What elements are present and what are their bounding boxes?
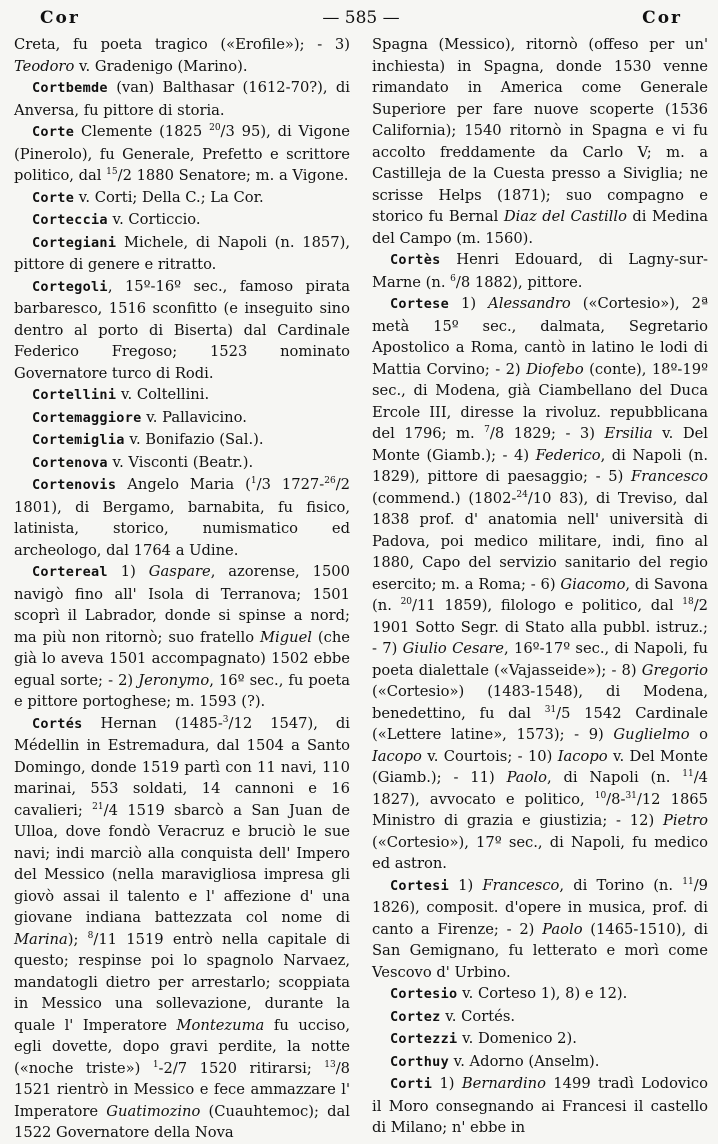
running-head-right: Cor — [642, 8, 682, 28]
entry-text: 1499 tradì Lodovico il Moro consegnando ai Francesi il castello di Milano; n' ebbe in — [372, 1075, 708, 1136]
page-number: — 585 — — [322, 8, 400, 28]
entry-text: , 15º-16º sec., famoso pirata barbaresco, 1516 sconfitto (e inseguito sino dentro al porto di Biserta) dal Cardinale Federico Fregoso; 1523 nominato Governatore turco di Rodi. — [14, 277, 350, 382]
italic-text: Ersilia — [604, 425, 653, 442]
date-superscript: 3 — [222, 714, 229, 725]
entry-text: , di Napoli (n. 1829), pittore di paesaggio; - 5) — [372, 446, 708, 485]
dictionary-entry — [372, 1051, 708, 1074]
italic-text: Teodoro — [14, 57, 75, 75]
entry-text: v. Pallavicino. — [141, 408, 247, 426]
date-superscript: 1 — [250, 476, 257, 486]
entry-text: /3 95), di Vigone (Pinerolo), fu Generale, Prefetto e scrittore politico, dal — [14, 123, 350, 184]
italic-text: Pietro — [662, 812, 708, 829]
entry-headword: Corteccia — [32, 212, 108, 228]
date-superscript: 1 — [152, 1059, 159, 1070]
entry-headword: Cortenovis — [32, 477, 117, 493]
dictionary-entry — [14, 429, 350, 452]
entry-text: Clemente (1825 — [74, 123, 210, 140]
entry-text: v. Del Monte (Giamb.); - 11) — [372, 747, 708, 786]
date-superscript: 26 — [324, 476, 336, 486]
entry-text: /8- — [606, 790, 626, 808]
entry-text: -2/7 1520 ritirarsi; — [158, 1059, 325, 1077]
date-superscript: 21 — [92, 801, 104, 812]
entry-text: di Medina del Campo (m. 1560). — [372, 208, 709, 247]
italic-text: Gregorio — [641, 661, 708, 679]
entry-headword: Corti — [390, 1076, 433, 1092]
entry-text: /12 1547), di Médellin in Estremadura, dal 1504 a Santo Domingo, donde 1519 partì con 11 navi, 110 marinai, 553 soldati, 14 cannoni e 16 cavalieri; — [14, 714, 350, 819]
date-superscript: 10 — [594, 790, 607, 801]
italic-text: Diaz del Castillo — [503, 208, 627, 225]
entry-headword: Cortese — [390, 296, 449, 312]
entry-text: v. Del Monte (Giamb.); - 4) — [372, 425, 708, 464]
italic-text: Marina — [14, 930, 68, 948]
dictionary-entry — [372, 875, 708, 984]
italic-text: Alessandro — [488, 295, 571, 312]
date-superscript: 8 — [87, 930, 94, 941]
dictionary-entry — [372, 293, 708, 875]
dictionary-entry — [14, 121, 350, 187]
entry-text: v. Domenico 2). — [457, 1030, 577, 1047]
entry-text: , azorense, 1500 navigò fino all' Isola di Terranova; 1501 scoprì il Labrador, donde si spinse a nord; ma più non ritornò; suo fratello — [14, 563, 350, 646]
entry-text: /9 1826), composit. d'opere in musica, prof. di canto a Firenze; - 2) — [372, 876, 708, 938]
italic-text: Diofebo — [526, 360, 584, 378]
entry-text: /2 1880 Senatore; m. a Vigone. — [117, 167, 349, 184]
entry-headword: Cortegiani — [32, 234, 117, 251]
dictionary-entry — [372, 1006, 708, 1029]
date-superscript: 24 — [516, 489, 528, 500]
entry-text: v. Adorno (Anselm). — [449, 1052, 600, 1070]
entry-text: v. Corteso 1), 8) e 12). — [457, 985, 628, 1002]
entry-text: Spagna (Messico), ritornò (offeso per un' inchiesta) in Spagna, donde 1530 venne rimandato in America come Generale Superiore per fare nuove scoperte (1536 California); 1540 ritornò in Spagna e vi fu accolto freddamente da Carlo V; m. a Castilleja de la Cuesta presso a Siviglia; ne scrisse Helps (1871); suo compagno e storico fu Bernal — [372, 36, 708, 225]
right-column — [372, 34, 708, 1144]
dictionary-entry — [14, 232, 350, 276]
entry-text: , di Torino (n. — [559, 876, 683, 894]
italic-text: Francesco — [631, 468, 708, 485]
entry-text: (commend.) (1802- — [372, 489, 517, 507]
entry-headword: Cortegoli — [32, 278, 108, 295]
entry-headword: Corte — [32, 189, 75, 206]
dictionary-entry — [14, 209, 350, 232]
italic-text: Guatimozino — [106, 1102, 201, 1120]
running-head-left: Cor — [40, 8, 80, 28]
entry-text: v. Bonifazio (Sal.). — [124, 431, 264, 448]
entry-text: Henri Edouard, di Lagny-sur-Marne (n. — [372, 251, 708, 291]
entry-text: 1) — [449, 295, 489, 312]
date-superscript: 11 — [682, 769, 694, 779]
italic-text: Paolo — [542, 920, 583, 938]
entry-text: («Cortesio»), 2ª metà 15º sec., dalmata, Segretario Apostolico a Roma, cantò in latino le lodi di Mattia Corvino; - 2) — [372, 295, 708, 378]
italic-text: Bernardino — [461, 1075, 546, 1092]
dictionary-entry — [14, 187, 350, 210]
italic-text: Montezuma — [176, 1016, 265, 1034]
entry-headword: Cortés — [32, 715, 83, 732]
entry-headword: Corthuy — [390, 1053, 449, 1070]
entry-text: /2 1901 Sotto Segr. di Stato alla pubbl. istruz.; - 7) — [372, 597, 708, 657]
entry-text: /10 83), di Treviso, dal 1838 prof. d' anatomia nell' università di Padova, poi medico militare, indi, fino al 1880, Capo del servizio sanitario del regio esercito; m. a Roma; - 6) — [372, 489, 708, 593]
entry-text: /4 1827), avvocato e politico, — [372, 769, 708, 808]
dictionary-entry — [372, 1073, 708, 1139]
entry-text: 1) — [449, 876, 483, 894]
date-superscript: 15 — [106, 167, 118, 177]
entry-text: 1) — [432, 1075, 462, 1092]
entry-text: /8 1882), pittore. — [455, 273, 583, 291]
entry-headword: Cortbemde — [32, 80, 108, 96]
entry-text: v. Coltellini. — [116, 386, 210, 403]
entry-text: Hernan (1485- — [82, 714, 223, 732]
entry-headword: Cortemaggiore — [32, 409, 142, 426]
date-superscript: 13 — [324, 1059, 336, 1070]
entry-text: /3 1727- — [256, 476, 325, 493]
dictionary-entry — [14, 384, 350, 407]
entry-text: (1465-1510), di San Gemignano, fu letterato e morì come Vescovo d' Urbino. — [372, 920, 708, 981]
entry-text: , 16º-17º sec., di Napoli, fu poeta dialettale («Vajasseide»); - 8) — [372, 640, 709, 679]
italic-text: Gaspare — [148, 563, 211, 580]
entry-text: Michele, di Napoli (n. 1857), pittore di genere e ritratto. — [14, 233, 350, 273]
date-superscript: 18 — [682, 597, 694, 607]
dictionary-entry — [14, 407, 350, 430]
entry-text: , di Napoli (n. — [546, 769, 683, 786]
entry-text: («Cortesio»), 17º sec., di Napoli, fu medico ed astron. — [372, 833, 708, 872]
entry-text: (conte), 18º-19º sec., di Modena, già Ciambellano del Duca Ercole III, diresse la rivoluz. repubblicana del 1796; m. — [372, 360, 708, 442]
entry-text: fu ucciso, egli dovette, dopo gravi perdite, la notte («noche triste») — [14, 1016, 351, 1077]
entry-text: /2 1801), di Bergamo, barnabita, fu fisico, latinista, storico, numismatico ed archeologo, dal 1764 a Udine. — [14, 476, 350, 559]
date-superscript: 11 — [682, 876, 694, 887]
entry-text: /11 1859), filologo e politico, dal — [412, 597, 683, 614]
italic-text: Iacopo — [372, 747, 422, 765]
dictionary-entry — [14, 561, 350, 713]
entry-continuation — [14, 34, 350, 77]
italic-text: Giulio Cesare — [402, 640, 505, 657]
entry-continuation — [372, 34, 708, 249]
italic-text: Guglielmo — [613, 726, 690, 743]
italic-text: Francesco — [482, 876, 560, 894]
entry-text: o — [689, 726, 709, 743]
two-column-body — [14, 34, 708, 1144]
entry-text: /8 1521 rientrò in Messico e fece ammazzare l' Imperatore — [14, 1059, 350, 1120]
entry-text: Creta, fu poeta tragico («Erofile»); - 3) — [14, 36, 350, 53]
entry-text: /11 1519 entrò nella capitale di questo; respinse poi lo spagnolo Narvaez, mandatogli dietro per arrestarlo; scoppiata in Messico una sollevazione, durante la quale l' Imperatore — [14, 930, 350, 1034]
date-superscript: 20 — [400, 597, 413, 607]
entry-text: v. Visconti (Beatr.). — [107, 453, 254, 471]
entry-headword: Cortez — [390, 1008, 441, 1025]
entry-text: /5 1542 Cardinale («Lettere latine», 1573); - 9) — [372, 704, 708, 743]
dictionary-entry — [372, 249, 708, 293]
italic-text: Federico — [535, 446, 601, 464]
page-header — [14, 4, 708, 34]
entry-headword: Cortemiglia — [32, 432, 125, 448]
date-superscript: 20 — [209, 123, 221, 133]
entry-text: , 16º sec., fu poeta e pittore portoghese; m. 1593 (?). — [14, 671, 350, 710]
entry-text: Angelo Maria ( — [116, 476, 251, 493]
entry-text: v. Corti; Della C.; La Cor. — [74, 188, 264, 206]
entry-text: , di Savona (n. — [372, 575, 708, 614]
entry-text: (che già lo aveva 1501 accompagnato) 1502 ebbe egual sorte; - 2) — [14, 628, 351, 689]
dictionary-entry — [14, 276, 350, 385]
date-superscript: 7 — [484, 425, 490, 435]
entry-headword: Cortellini — [32, 387, 117, 403]
italic-text: Miguel — [260, 628, 312, 646]
entry-headword: Cortezzi — [390, 1031, 458, 1047]
dictionary-entry — [14, 452, 350, 475]
entry-headword: Cortenova — [32, 454, 108, 471]
entry-text: /4 1519 sbarcò a San Juan de Ulloa, dove fondò Veracruz e bruciò le sue navi; indi marciò alla conquista dell' Impero del Messico (nella maravigliosa impresa gli giovò assai il talento e l' affezione d' una giovane indiana battezzata col nome di — [14, 801, 350, 926]
entry-text: (Cuauhtemoc); dal 1522 Governatore della Nova — [14, 1102, 350, 1141]
entry-headword: Cortesi — [390, 877, 449, 894]
entry-text: (van) Balthasar (1612-70?), di Anversa, fu pittore di storia. — [14, 79, 350, 119]
entry-text: («Cortesio») (1483-1548), di Modena, benedettino, fu dal — [372, 683, 708, 722]
entry-text: v. Courtois; - 10) — [421, 747, 558, 765]
entry-text: v. Cortés. — [440, 1007, 516, 1025]
italic-text: Giacomo — [560, 575, 626, 593]
entry-text: /12 1865 Ministro di grazia e giustizia; - 12) — [372, 790, 708, 829]
italic-text: Paolo — [506, 769, 547, 786]
date-superscript: 31 — [544, 704, 557, 715]
entry-text: v. Corticcio. — [107, 211, 201, 228]
entry-headword: Cortesio — [390, 986, 458, 1002]
italic-text: Iacopo — [557, 747, 608, 765]
entry-text: /8 1829; - 3) — [489, 425, 605, 442]
date-superscript: 6 — [450, 273, 456, 284]
entry-headword: Cortès — [390, 252, 441, 268]
entry-text: ); — [67, 930, 88, 948]
entry-headword: Cortereal — [32, 564, 108, 580]
entry-text: 1) — [107, 563, 149, 580]
left-column — [14, 34, 350, 1144]
entry-text: v. Gradenigo (Marino). — [74, 57, 248, 75]
italic-text: Jeronymo — [138, 671, 210, 689]
dictionary-entry — [14, 713, 350, 1144]
dictionary-entry — [372, 983, 708, 1006]
date-superscript: 31 — [625, 790, 637, 801]
entry-headword: Corte — [32, 124, 75, 140]
dictionary-entry — [14, 474, 350, 561]
dictionary-entry — [14, 77, 350, 121]
dictionary-entry — [372, 1028, 708, 1051]
